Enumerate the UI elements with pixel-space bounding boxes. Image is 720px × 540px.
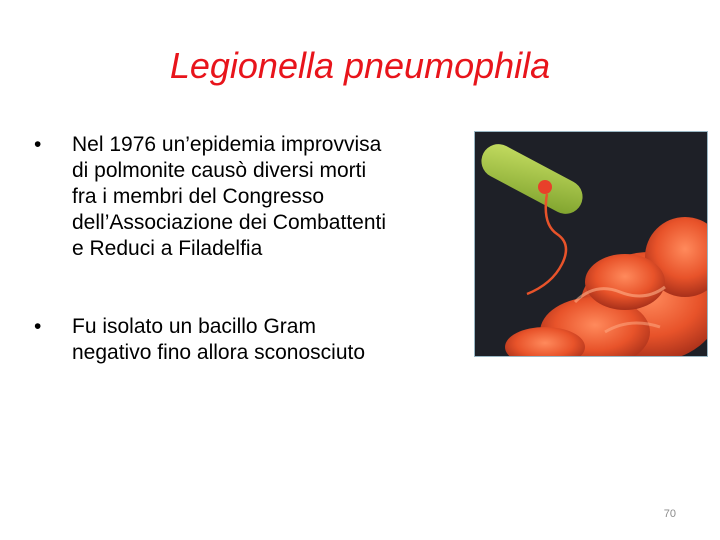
slide-title: Legionella pneumophila [169,45,551,86]
bullet-item [34,132,474,262]
bullet-line: negativo fino allora sconosciuto [72,341,366,364]
bullet-line: Fu isolato un bacillo Gram [72,315,316,338]
legionella-micrograph-image [474,131,708,357]
bullet-list [34,132,474,366]
bullet-line: di polmonite causò diversi morti [72,159,367,182]
bullet-marker: • [34,133,42,156]
bullet-line: e Reduci a Filadelfia [72,237,263,260]
bullet-line: dell’Associazione dei Combattenti [72,211,387,234]
bullet-line: Nel 1976 un’epidemia improvvisa [72,133,382,156]
micrograph-illustration [475,132,707,356]
bullet-item [34,314,474,366]
bullet-line: fra i membri del Congresso [72,185,325,208]
page-number: 70 [663,508,676,520]
bullet-marker: • [34,315,42,338]
